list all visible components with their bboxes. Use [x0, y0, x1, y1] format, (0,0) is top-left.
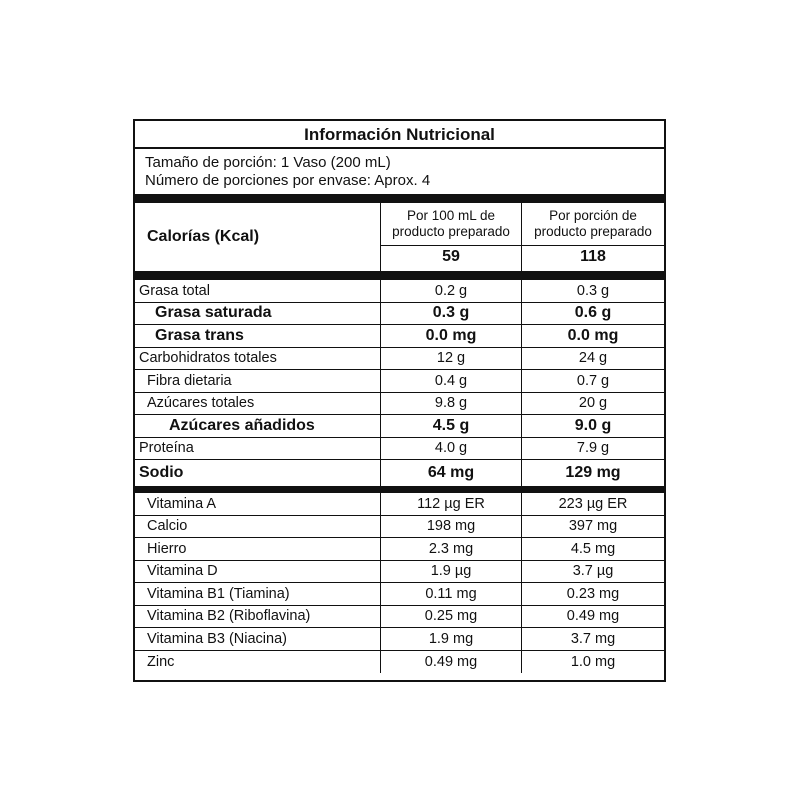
per-serving-column-header	[522, 203, 664, 271]
per-100ml-header-line2: producto preparado	[392, 224, 510, 239]
nutrient-name: Grasa total	[135, 280, 381, 302]
serving-info	[135, 149, 664, 194]
vitamin-row	[135, 493, 664, 516]
nutrient-per-serving: 9.0 g	[574, 416, 612, 434]
nutrient-name: Grasa saturada	[135, 303, 381, 325]
calories-row	[135, 203, 664, 271]
calories-label: Calorías (Kcal)	[135, 203, 381, 271]
nutrient-per-100ml: 0.4 g	[381, 370, 522, 392]
nutrition-facts-panel	[133, 119, 666, 682]
vitamin-name: Zinc	[135, 651, 381, 674]
vitamin-per-100ml: 0.25 mg	[381, 606, 522, 628]
serving-size: Tamaño de porción: 1 Vaso (200 mL)	[145, 154, 391, 171]
nutrient-row	[135, 348, 664, 371]
nutrient-row	[135, 438, 664, 461]
nutrient-per-serving: 20 g	[578, 395, 608, 412]
vitamin-per-serving: 3.7 mg	[570, 630, 616, 647]
vitamin-name: Hierro	[135, 538, 381, 560]
panel-title: Información Nutricional	[135, 121, 664, 149]
vitamin-row	[135, 538, 664, 561]
nutrient-per-100ml: 0.0 mg	[381, 325, 522, 347]
nutrient-per-serving: 0.7 g	[576, 372, 610, 389]
divider-thick	[135, 271, 664, 280]
divider-thick	[135, 486, 664, 493]
vitamin-row	[135, 606, 664, 629]
vitamin-per-serving: 223 µg ER	[558, 495, 628, 512]
nutrient-per-100ml: 9.8 g	[381, 393, 522, 415]
nutrient-per-100ml: 0.2 g	[381, 280, 522, 302]
vitamin-row	[135, 628, 664, 651]
vitamin-per-serving: 397 mg	[568, 518, 618, 535]
nutrient-name: Carbohidratos totales	[135, 348, 381, 370]
vitamin-per-100ml: 1.9 mg	[381, 628, 522, 650]
vitamin-per-100ml: 112 µg ER	[381, 493, 522, 515]
calories-per-100ml: 59	[442, 248, 460, 265]
nutrient-row	[135, 415, 664, 438]
nutrient-per-serving: 0.0 mg	[567, 326, 619, 344]
vitamin-row	[135, 516, 664, 539]
nutrient-row	[135, 325, 664, 348]
nutrient-per-100ml: 0.3 g	[381, 303, 522, 325]
vitamin-name: Vitamina D	[135, 561, 381, 583]
nutrient-row	[135, 303, 664, 326]
vitamin-per-serving: 1.0 mg	[570, 653, 616, 670]
nutrient-name: Azúcares añadidos	[135, 415, 381, 437]
vitamin-per-serving: 0.49 mg	[566, 608, 620, 625]
nutrient-name: Proteína	[135, 438, 381, 460]
vitamin-name: Vitamina B1 (Tiamina)	[135, 583, 381, 605]
vitamin-per-100ml: 198 mg	[381, 516, 522, 538]
nutrient-per-serving: 24 g	[578, 350, 608, 367]
nutrient-name: Sodio	[135, 460, 381, 486]
nutrient-name: Grasa trans	[135, 325, 381, 347]
vitamin-per-serving: 0.23 mg	[566, 585, 620, 602]
servings-per-container: Número de porciones por envase: Aprox. 4	[145, 172, 431, 189]
vitamin-per-100ml: 1.9 µg	[381, 561, 522, 583]
nutrient-name: Azúcares totales	[135, 393, 381, 415]
vitamin-per-100ml: 0.11 mg	[381, 583, 522, 605]
per-serving-header-line2: producto preparado	[534, 224, 652, 239]
nutrient-per-serving: 0.6 g	[574, 304, 612, 322]
nutrient-per-100ml: 12 g	[381, 348, 522, 370]
nutrient-name: Fibra dietaria	[135, 370, 381, 392]
nutrient-per-serving: 0.3 g	[576, 282, 610, 299]
vitamin-row	[135, 651, 664, 674]
per-serving-header-line1: Por porción de	[549, 208, 637, 223]
divider-thick	[135, 194, 664, 203]
nutrient-row	[135, 393, 664, 416]
vitamin-per-100ml: 0.49 mg	[381, 651, 522, 674]
per-100ml-column-header	[381, 203, 522, 271]
vitamin-row	[135, 583, 664, 606]
vitamin-per-serving: 3.7 µg	[572, 563, 614, 580]
nutrient-row	[135, 280, 664, 303]
nutrient-per-serving: 7.9 g	[576, 440, 610, 457]
nutrient-per-serving: 129 mg	[565, 464, 621, 481]
nutrient-row	[135, 370, 664, 393]
nutrient-per-100ml: 4.5 g	[381, 415, 522, 437]
per-100ml-header-line1: Por 100 mL de	[406, 208, 496, 223]
nutrient-per-100ml: 4.0 g	[381, 438, 522, 460]
nutrient-row	[135, 460, 664, 486]
vitamin-per-100ml: 2.3 mg	[381, 538, 522, 560]
vitamin-row	[135, 561, 664, 584]
vitamin-name: Vitamina B2 (Riboflavina)	[135, 606, 381, 628]
vitamin-name: Vitamina A	[135, 493, 381, 515]
vitamin-name: Vitamina B3 (Niacina)	[135, 628, 381, 650]
vitamin-name: Calcio	[135, 516, 381, 538]
nutrient-per-100ml: 64 mg	[381, 460, 522, 486]
calories-per-serving: 118	[580, 248, 606, 265]
vitamin-per-serving: 4.5 mg	[570, 540, 616, 557]
